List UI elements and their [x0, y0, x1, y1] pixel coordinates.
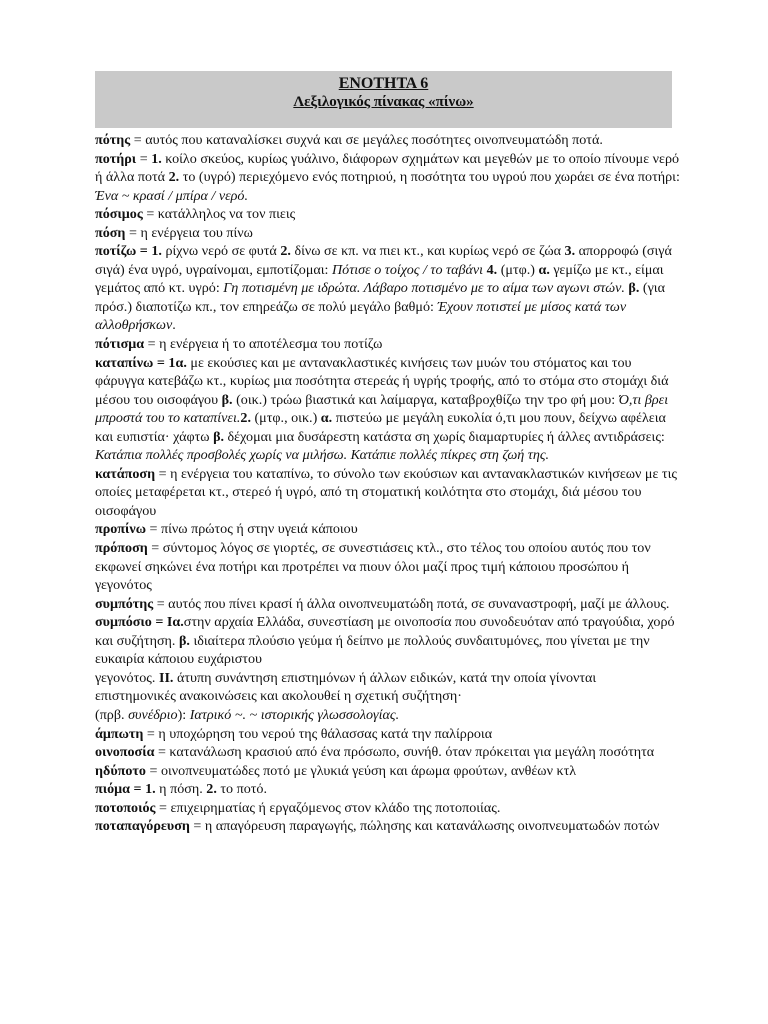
entry-term: ποτήρι: [95, 150, 137, 167]
entry-term: 1.: [151, 150, 162, 167]
entry-text: = η απαγόρευση παραγωγής, πώλησης και κατανάλωσης οινοπνευματωδών ποτών: [189, 818, 660, 835]
entry-text: (οικ.) τρώω βιαστικά και λαίμαργα, καταβροχθίζω την τρο φή μου:: [232, 391, 619, 408]
glossary-entry: [95, 725, 680, 744]
section-title: ΕΝΟΤΗΤΑ 6: [338, 75, 429, 92]
entry-term: α.: [320, 410, 333, 427]
entry-term: άμπωτη: [95, 725, 144, 742]
entry-term: 2.: [206, 781, 217, 798]
entry-text: = κατανάλωση κρασιού από ένα πρόσωπο, συνήθ. όταν πρόκειται για μεγάλη ποσότητα: [154, 744, 655, 761]
entry-term: πότισμα: [95, 336, 145, 353]
entry-text: (για πρόσ.) διαποτίζω κπ., τον επηρεάζω σε πολύ μεγάλο βαθμό:: [95, 280, 665, 315]
glossary-entry: [95, 799, 680, 818]
glossary-entry: [95, 780, 680, 799]
entry-term: συμπόσιο = Ια.: [95, 614, 184, 631]
glossary-entry: [95, 150, 680, 206]
glossary-entry: [95, 224, 680, 243]
glossary-entry: [95, 242, 680, 335]
entry-text: το ποτό.: [216, 781, 267, 798]
entry-term: 2.: [168, 169, 180, 186]
entry-text: με εκούσιες και με αντανακλαστικές κινήσεις των μυών του στόματος και του φάρυγγα κατεβάζω κτ., κυρίως μια ποσότητα στερεάς ή υγρής τροφής, από το στόμα στο στομάχι διά μέσου του οισοφάγου: [95, 354, 669, 408]
entry-term: β.: [178, 632, 190, 649]
entry-example: Ένα ~ κρασί / μπίρα / νερό.: [95, 187, 248, 204]
entry-term: πρόποση: [95, 540, 148, 557]
glossary-entry: [95, 539, 680, 595]
entry-term: πόση: [95, 224, 126, 241]
entry-text: ιδιαίτερα πλούσιο γεύμα ή δείπνο με πολλούς συνδαιτυμόνες, που γίνεται με την ευκαιρία κάποιου ευχάριστου: [95, 632, 650, 668]
entry-example: Ό,τι βρει μπροστά του το καταπίνει.: [95, 391, 669, 427]
entry-term: ποτίζω = 1.: [95, 243, 162, 260]
entry-text: (μτφ.): [497, 261, 539, 278]
glossary-entry: [95, 817, 680, 836]
entry-term: ηδύποτο: [95, 762, 146, 779]
glossary-entry: [95, 520, 680, 539]
entry-text: = αυτός που καταναλίσκει συχνά και σε μεγάλες ποσότητες οινοπνευματώδη ποτά.: [130, 132, 603, 148]
glossary-entry: [95, 131, 680, 150]
entry-text: = η υποχώρηση του νερού της θάλασσας κατά την παλίρροια: [143, 725, 493, 742]
section-subtitle: Λεξιλογικός πίνακας «πίνω»: [293, 94, 474, 110]
entry-term: καταπίνω = 1α.: [95, 354, 187, 371]
entry-text: .: [172, 317, 176, 334]
entry-text: πιστεύω με μεγάλη ευκολία ό,τι μου πουν, δείχνω αφέλεια και ευπιστία· χάφτω: [95, 410, 666, 445]
entry-text: γεμίζω με κτ., είμαι γεμάτος από κτ. υγρό:: [95, 261, 664, 297]
entry-text: = η ενέργεια του πίνω: [125, 224, 253, 241]
entry-term: οινοποσία: [95, 744, 155, 761]
entry-text: = η ενέργεια του καταπίνω, το σύνολο των εκούσιων και αντανακλαστικών κινήσεων με τις οποίες μεταφέρεται κτ., στερεό ή υγρό, από τη στοματική κοιλότητα στο στομάχι, διά μέσου του οισοφάγου: [95, 465, 677, 519]
glossary-entry: [95, 743, 680, 762]
entry-term: πιόμα = 1.: [95, 781, 156, 798]
glossary-entry: [95, 205, 680, 224]
entry-text: = επιχειρηματίας ή εργαζόμενος στον κλάδο της ποτοποιίας.: [155, 799, 501, 816]
entry-term: κατάποση: [95, 465, 156, 482]
glossary-entry: [95, 465, 680, 521]
glossary-entry: [95, 762, 680, 781]
entry-text: = αυτός που πίνει κρασί ή άλλα οινοπνευματώδη ποτά, σε συναναστροφή, μαζί με άλλους.: [153, 595, 670, 612]
section-header: [95, 71, 672, 128]
entry-text: ):: [177, 706, 190, 723]
entry-example: Ιατρικό ~. ~ ιστορικής γλωσσολογίας.: [189, 706, 400, 723]
entry-text: στην αρχαία Ελλάδα, συνεστίαση με οινοποσία που συνοδευόταν από τραγούδια, χορό και συζήτηση.: [95, 614, 675, 649]
entry-text: = σύντομος λόγος σε γιορτές, σε συνεστιάσεις κτλ., στο τέλος του οποίου αυτός που τον εκφωνεί σηκώνει ένα ποτήρι και προτρέπει να πιουν όλοι μαζί προς τιμή κάποιου προσώπου ή γεγονότος: [95, 540, 651, 594]
entry-text: ρίχνω νερό σε φυτά: [161, 243, 281, 260]
entry-term: πότης: [95, 132, 131, 148]
entry-text: η πόση.: [155, 781, 207, 798]
entry-term: β.: [628, 280, 640, 297]
glossary-entry: [95, 354, 680, 465]
entry-text: = οινοπνευματώδες ποτό με γλυκιά γεύση και άρωμα φρούτων, ανθέων κτλ: [145, 762, 577, 779]
entry-text: (μτφ., οικ.): [250, 410, 321, 427]
entry-example: Κατάπια πολλές προσβολές χωρίς να μιλήσω. Κατάπιε πολλές πίκρες στη ζωή της.: [95, 447, 550, 464]
entry-text: =: [136, 150, 152, 167]
entry-term: προπίνω: [95, 521, 147, 538]
entry-text: κοίλο σκεύος, κυρίως γυάλινο, διάφορων σχημάτων και μεγεθών με το οποίο πίνουμε νερό ή άλλα ποτά: [95, 150, 680, 186]
entry-text: δέχομαι μια δυσάρεστη κατάστα ση χωρίς διαμαρτυρίες ή άλλες αντιδράσεις:: [224, 428, 665, 445]
entry-text: δίνω σε κπ. να πιει κτ., και κυρίως νερό σε ζώα: [290, 243, 565, 260]
entry-term: ΙΙ.: [158, 669, 174, 686]
entry-example: Γη ποτισμένη με ιδρώτα. Λάβαρο ποτισμένο με το αίμα των αγωνι στών.: [223, 280, 625, 297]
entry-term: ποτοποιός: [95, 799, 156, 816]
entry-term: συμπότης: [95, 595, 154, 612]
entry-text: άτυπη συνάντηση επιστημόνων ή άλλων ειδικών, κατά την οποία γίνονται επιστημονικές ανακοινώσεις και ακολουθεί η σχετική συζήτηση·: [95, 669, 597, 705]
glossary-entries: [95, 131, 680, 836]
entry-term: 2.: [240, 410, 251, 427]
entry-text: (πρβ.: [95, 706, 129, 723]
entry-term: 4.: [486, 261, 498, 278]
glossary-entry: [95, 595, 680, 614]
entry-term: ποταπαγόρευση: [95, 818, 190, 835]
entry-text: το (υγρό) περιεχόμενο ενός ποτηριού, η ποσότητα του υγρού που χωράει σε ένα ποτήρι:: [179, 169, 680, 186]
entry-text: = κατάλληλος να τον πιεις: [142, 206, 296, 223]
entry-text: = πίνω πρώτος ή στην υγειά κάποιου: [146, 521, 358, 538]
entry-term: 3.: [564, 243, 576, 260]
entry-term: 2.: [280, 243, 291, 260]
entry-text: απορροφώ (σιγά σιγά) ένα υγρό, υγραίνομαι, εμποτίζομαι:: [95, 243, 672, 278]
entry-term: α.: [538, 261, 550, 278]
entry-example: συνέδριο: [128, 706, 178, 723]
entry-term: β.: [213, 428, 225, 445]
entry-term: πόσιμος: [95, 206, 143, 223]
entry-example: Πότισε ο τοίχος / το ταβάνι: [332, 261, 484, 278]
entry-term: β.: [221, 391, 233, 408]
entry-example: Έχουν ποτιστεί με μίσος κατά των αλλοθρήσκων: [95, 298, 627, 334]
glossary-entry: [95, 613, 680, 724]
entry-text: γεγονότος.: [95, 669, 159, 686]
entry-text: = η ενέργεια ή το αποτέλεσμα του ποτίζω: [144, 336, 383, 353]
glossary-entry: [95, 335, 680, 354]
